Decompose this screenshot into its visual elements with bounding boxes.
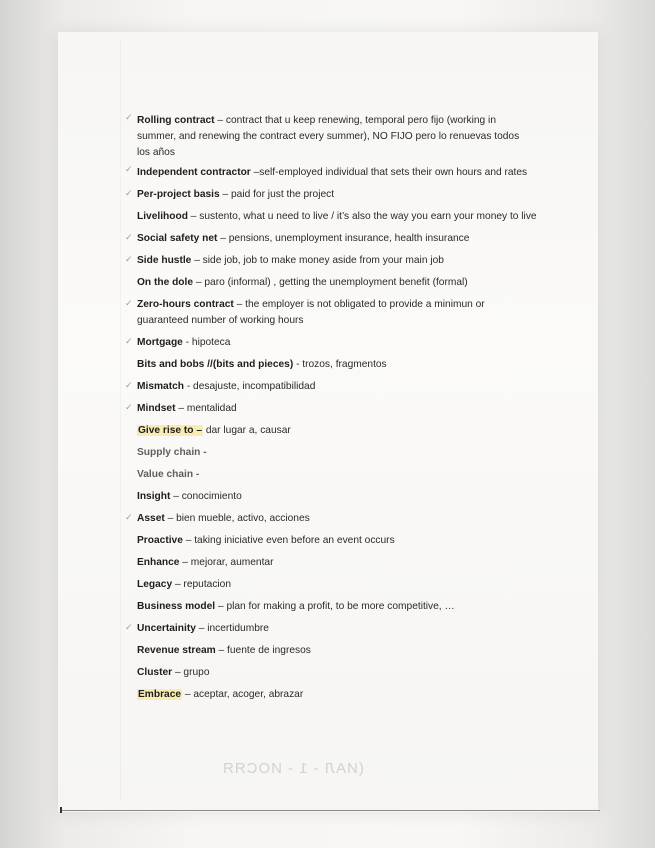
check-mark-icon: ✓	[125, 402, 133, 412]
definition: – plan for making a profit, to be more competitive, …	[215, 601, 455, 612]
check-mark-icon: ✓	[125, 232, 133, 242]
definition: – reputacion	[172, 579, 232, 590]
definition: – taking iniciative even before an event occurs	[182, 535, 395, 546]
highlighted-term: Embrace	[138, 689, 182, 700]
check-mark-icon: ✓	[125, 164, 133, 174]
entry-per-project-basis	[137, 187, 334, 203]
check-mark-icon: ✓	[125, 112, 133, 122]
term: Mortgage	[137, 337, 183, 348]
term: Independent contractor	[137, 167, 251, 178]
check-mark-icon: ✓	[125, 188, 133, 198]
definition: – mentalidad	[175, 403, 237, 414]
definition: – mejorar, aumentar	[179, 557, 274, 568]
term: Rolling contract	[137, 115, 215, 126]
term: Asset	[137, 513, 165, 524]
entry-bits-and-bobs	[137, 357, 387, 373]
entry-mortgage	[137, 335, 230, 351]
term: Zero-hours contract	[137, 299, 234, 310]
bleed-through-text: (ИАЛ - 1 - ИОСЯЯ	[222, 760, 364, 777]
entry-business-model	[137, 599, 455, 615]
entry-cluster	[137, 665, 210, 681]
highlighted-term: Give rise to –	[138, 425, 202, 436]
definition: – paid for just the project	[219, 189, 335, 200]
term: Social safety net	[137, 233, 218, 244]
paper-fold	[120, 40, 121, 800]
definition: – pensions, unemployment insurance, health insurance	[217, 233, 470, 244]
check-mark-icon: ✓	[125, 622, 133, 632]
definition: – contract that u keep renewing, temporal pero fijo (working in summer, and renewing the contract every summer), NO FIJO pero lo renuevas todos los años	[137, 115, 520, 158]
definition: - hipoteca	[182, 337, 231, 348]
entry-asset	[137, 511, 310, 527]
term: Supply chain -	[137, 447, 207, 458]
term: Livelihood	[137, 211, 188, 222]
term: Value chain -	[137, 469, 200, 480]
entry-supply-chain	[137, 445, 207, 461]
check-mark-icon: ✓	[125, 380, 133, 390]
entry-embrace	[137, 687, 303, 703]
definition: – grupo	[172, 667, 210, 678]
entry-independent-contractor	[137, 165, 527, 181]
entry-mismatch	[137, 379, 315, 395]
entry-on-the-dole	[137, 275, 468, 291]
definition: – side job, job to make money aside from your main job	[191, 255, 444, 266]
definition: – aceptar, acoger, abrazar	[182, 689, 304, 700]
term: On the dole	[137, 277, 194, 288]
definition: – the employer is not obligated to provide a minimun or guaranteed number of working hours	[137, 299, 485, 326]
term: Legacy	[137, 579, 173, 590]
entry-proactive	[137, 533, 395, 549]
entry-enhance	[137, 555, 273, 571]
term: Mismatch	[137, 381, 184, 392]
term: Proactive	[137, 535, 183, 546]
check-mark-icon: ✓	[125, 254, 133, 264]
scan-artifact	[60, 807, 62, 813]
entry-social-safety-net	[137, 231, 469, 247]
entry-rolling-contract	[137, 113, 529, 161]
entry-revenue-stream	[137, 643, 311, 659]
entry-side-hustle	[137, 253, 444, 269]
definition: – sustento, what u need to live / it’s also the way you earn your money to live	[187, 211, 537, 222]
entry-insight	[137, 489, 242, 505]
term: Per-project basis	[137, 189, 220, 200]
entry-uncertainity	[137, 621, 269, 637]
entry-value-chain	[137, 467, 199, 483]
term: Bits and bobs //(bits and pieces)	[137, 359, 294, 370]
entry-zero-hours-contract	[137, 297, 529, 329]
term: Revenue stream	[137, 645, 216, 656]
entry-mindset	[137, 401, 237, 417]
definition: – paro (informal) , getting the unemployment benefit (formal)	[193, 277, 468, 288]
term: Enhance	[137, 557, 180, 568]
term: Insight	[137, 491, 171, 502]
entry-legacy	[137, 577, 231, 593]
check-mark-icon: ✓	[125, 512, 133, 522]
definition: – fuente de ingresos	[215, 645, 311, 656]
definition: – conocimiento	[170, 491, 242, 502]
paper-bottom-edge	[60, 810, 600, 811]
term: Cluster	[137, 667, 173, 678]
term: Uncertainity	[137, 623, 196, 634]
definition: - desajuste, incompatibilidad	[184, 381, 316, 392]
term: Side hustle	[137, 255, 192, 266]
definition: – bien mueble, activo, acciones	[164, 513, 310, 524]
entry-give-rise-to	[137, 423, 291, 439]
check-mark-icon: ✓	[125, 336, 133, 346]
definition: dar lugar a, causar	[203, 425, 291, 436]
term: Mindset	[137, 403, 176, 414]
term: Business model	[137, 601, 216, 612]
entry-livelihood	[137, 209, 537, 225]
check-mark-icon: ✓	[125, 298, 133, 308]
definition: – incertidumbre	[195, 623, 269, 634]
definition: –self-employed individual that sets their own hours and rates	[250, 167, 528, 178]
definition: - trozos, fragmentos	[293, 359, 387, 370]
